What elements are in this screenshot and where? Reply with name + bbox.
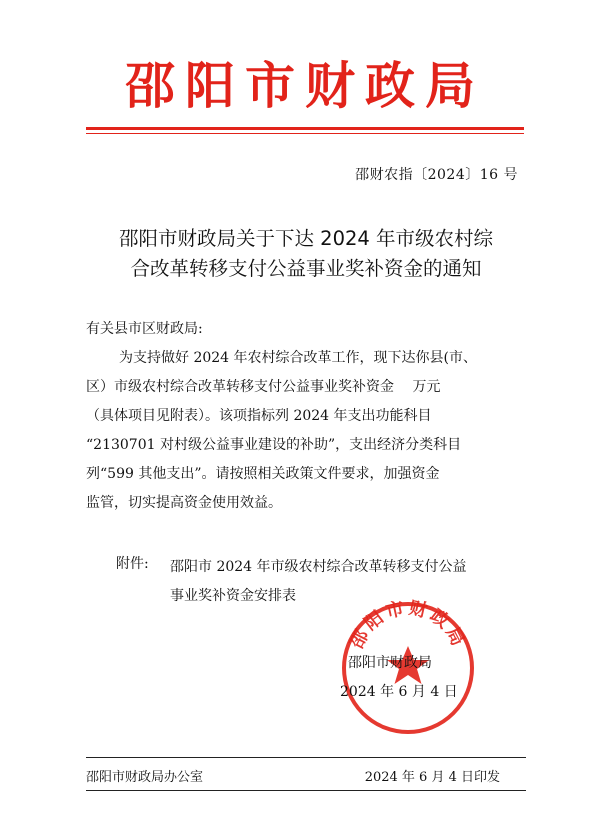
- document-title-line: 邵阳市财政局关于下达 2024 年市级农村综: [118, 227, 494, 250]
- signature-date: 2024 年 6 月 4 日: [340, 684, 458, 700]
- attachment-label: 附件:: [116, 556, 149, 572]
- document-number: 邵财农指〔2024〕16 号: [355, 167, 518, 183]
- svg-text:邵阳市财政局: [346, 598, 469, 652]
- body-line: “2130701 对村级公益事业建设的补助”，支出经济分类科目: [86, 437, 462, 453]
- attachment-line: 邵阳市 2024 年市级农村综合改革转移支付公益: [170, 559, 467, 575]
- salutation: 有关县市区财政局:: [86, 321, 203, 337]
- body-line: 区）市级农村综合改革转移支付公益事业奖补资金 万元: [86, 379, 441, 395]
- footer-print-date: 2024 年 6 月 4 日印发: [364, 770, 500, 785]
- seal-text: 邵阳市财政局: [346, 598, 470, 653]
- body-line: 为支持做好 2024 年农村综合改革工作，现下达你县(市、: [119, 350, 477, 366]
- body-line: 监管，切实提高资金使用效益。: [86, 495, 282, 511]
- body-line: （具体项目见附表）。该项指标列 2024 年支出功能科目: [86, 408, 432, 424]
- body-line: 列“599 其他支出”。请按照相关政策文件要求，加强资金: [86, 466, 440, 482]
- letterhead-title: 邵阳市财政局: [125, 56, 485, 115]
- footer-office: 邵阳市财政局办公室: [86, 770, 204, 785]
- signature-organization: 邵阳市财政局: [348, 655, 432, 671]
- attachment-line: 事业奖补资金安排表: [170, 588, 296, 604]
- footer-rule-bottom: [86, 790, 526, 791]
- letterhead-rule-thick: [86, 127, 524, 130]
- body-paragraph: [86, 344, 526, 518]
- document-title: [86, 224, 526, 284]
- letterhead-rule-thin: [86, 133, 524, 134]
- footer-rule-top: [86, 757, 526, 758]
- document-title-line: 合改革转移支付公益事业奖补资金的通知: [130, 257, 482, 280]
